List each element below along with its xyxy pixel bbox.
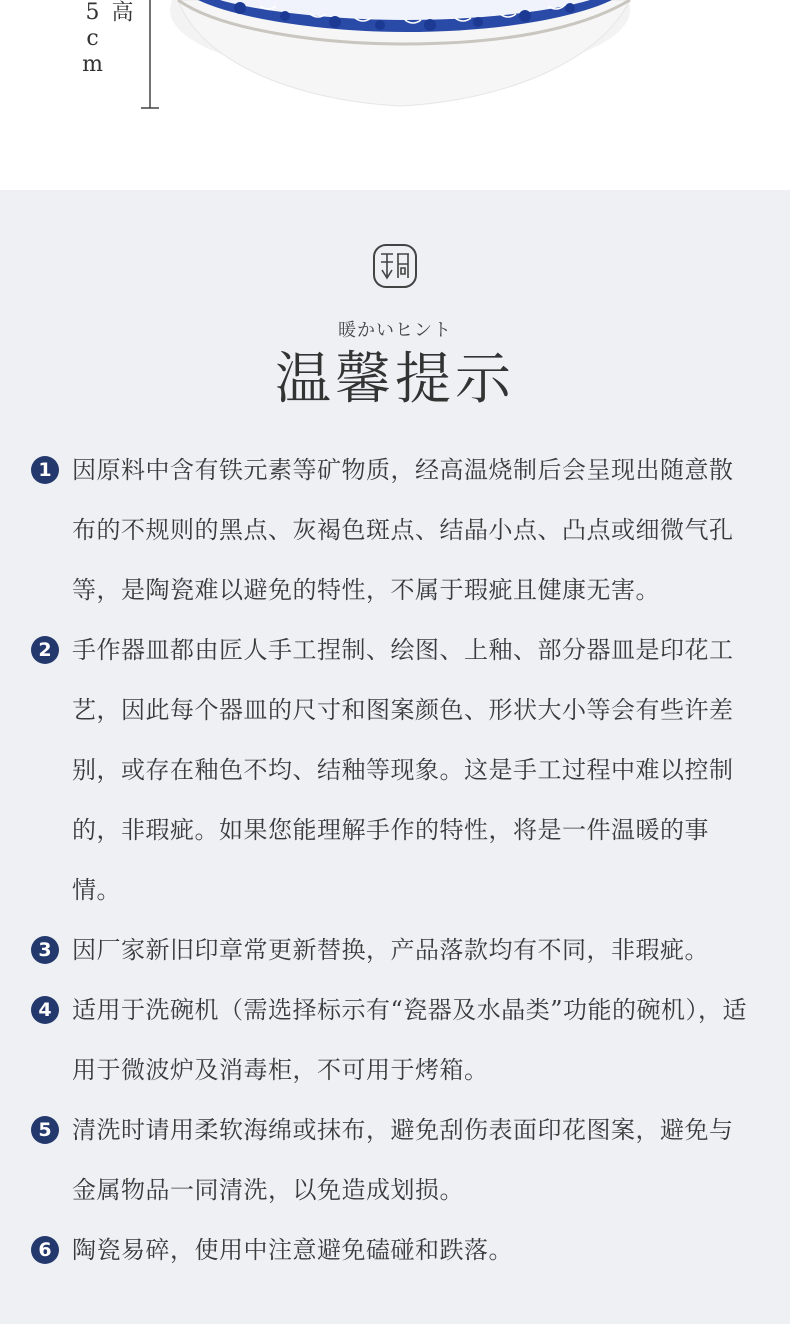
page-title: 温馨提示 — [275, 347, 515, 412]
list-item — [0, 440, 790, 620]
item-text: 因厂家新旧印章常更新替换，产品落款均有不同，非瑕疵。 — [72, 936, 709, 964]
product-image-area — [0, 0, 790, 190]
list-item — [0, 920, 790, 980]
tips-section — [0, 190, 790, 1324]
seal-logo-icon — [371, 242, 419, 290]
number-badge: 6 — [31, 1236, 59, 1264]
number-badge: 5 — [31, 1116, 59, 1144]
item-text: 适用于洗碗机（需选择标示有“瓷器及水晶类”功能的碗机），适用于微波炉及消毒柜，不可用于烤箱。 — [72, 996, 748, 1084]
tips-list — [0, 440, 790, 1280]
subtitle: 暖かいヒント — [338, 320, 452, 341]
number-badge: 2 — [31, 636, 59, 664]
item-text: 清洗时请用柔软海绵或抹布，避免刮伤表面印花图案，避免与金属物品一同清洗，以免造成划损。 — [72, 1116, 734, 1204]
item-text: 因原料中含有铁元素等矿物质，经高温烧制后会呈现出随意散布的不规则的黑点、灰褐色斑点、结晶小点、凸点或细微气孔等，是陶瓷难以避免的特性，不属于瑕疵且健康无害。 — [72, 456, 734, 604]
list-item — [0, 1220, 790, 1280]
list-item — [0, 1100, 790, 1220]
number-badge: 3 — [31, 936, 59, 964]
list-item — [0, 620, 790, 920]
item-text: 手作器皿都由匠人手工捏制、绘图、上釉、部分器皿是印花工艺，因此每个器皿的尺寸和图案颜色、形状大小等会有些许差别，或存在釉色不均、结釉等现象。这是手工过程中难以控制的，非瑕疵。如果您能理解手作的特性，将是一件温暖的事情。 — [72, 636, 734, 904]
list-item — [0, 980, 790, 1100]
item-text: 陶瓷易碎，使用中注意避免磕碰和跌落。 — [72, 1236, 513, 1264]
number-badge: 1 — [31, 456, 59, 484]
height-label: 高5cm — [80, 0, 133, 78]
number-badge: 4 — [31, 996, 59, 1024]
